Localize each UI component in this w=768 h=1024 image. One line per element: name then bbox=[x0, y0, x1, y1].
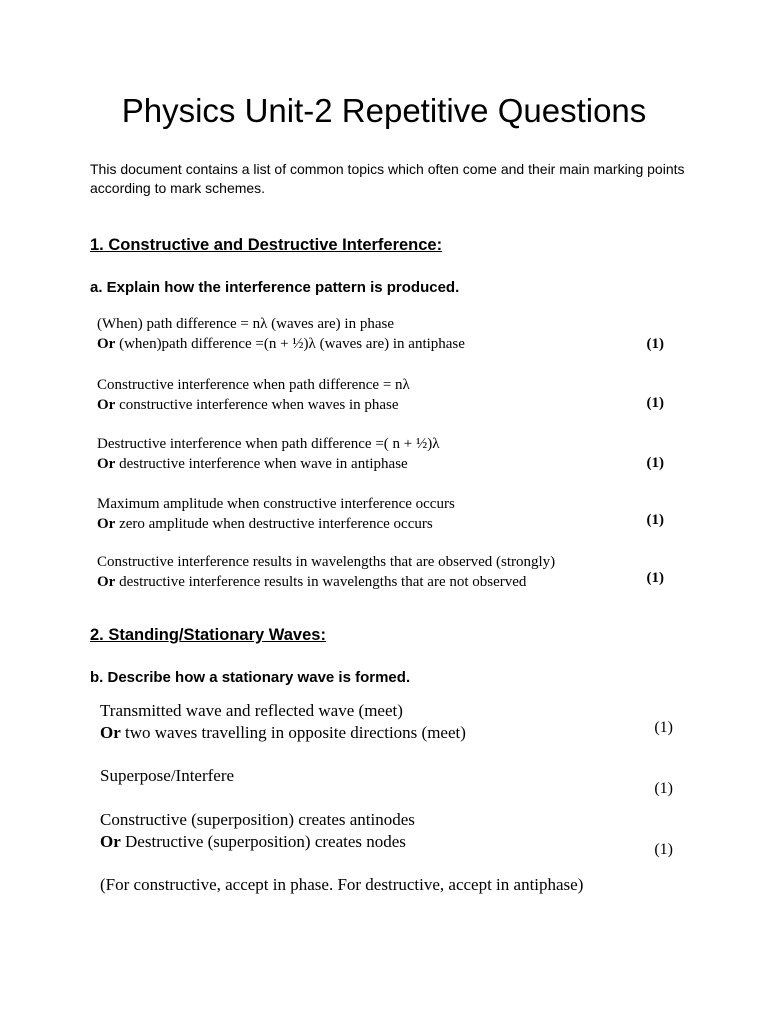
marking-point bbox=[97, 314, 672, 354]
mark-allocation: (1) bbox=[654, 780, 673, 797]
question-interference-pattern: a. Explain how the interference pattern is produced. bbox=[90, 279, 460, 296]
marking-point-line: Superpose/Interfere bbox=[100, 766, 235, 785]
or-label: Or bbox=[97, 336, 116, 352]
or-label: Or bbox=[97, 456, 116, 472]
section-heading-standing-waves: 2. Standing/Stationary Waves: bbox=[90, 626, 326, 644]
marking-point-alternative: two waves travelling in opposite directions (meet) bbox=[120, 723, 466, 742]
marking-point-line: Destructive interference when path difference =( n + ½)λ bbox=[97, 436, 440, 452]
intro-paragraph: This document contains a list of common topics which often come and their main marking points according to mark schemes. bbox=[90, 161, 685, 196]
mark-allocation: (1) bbox=[646, 336, 664, 352]
mark-allocation: (1) bbox=[654, 841, 673, 858]
marking-point-alternative: destructive interference results in wavelengths that are not observed bbox=[115, 574, 527, 590]
marking-point-line: Transmitted wave and reflected wave (meet) bbox=[100, 701, 403, 720]
marking-point-line: (When) path difference = nλ (waves are) in phase bbox=[97, 316, 394, 332]
marking-point bbox=[97, 375, 672, 415]
marking-point-alternative: (when)path difference =(n + ½)λ (waves are) in antiphase bbox=[115, 336, 465, 352]
marking-note bbox=[100, 874, 675, 896]
or-label: Or bbox=[100, 723, 121, 742]
marking-point bbox=[97, 552, 672, 592]
marking-point-line: Constructive interference results in wavelengths that are observed (strongly) bbox=[97, 554, 556, 570]
marking-point bbox=[100, 765, 675, 797]
mark-allocation: (1) bbox=[654, 719, 673, 736]
section-heading-interference: 1. Constructive and Destructive Interference: bbox=[90, 236, 443, 254]
marking-point-alternative: Destructive (superposition) creates nodes bbox=[120, 832, 406, 851]
question-stationary-wave: b. Describe how a stationary wave is formed. bbox=[90, 669, 411, 686]
marking-point-alternative: destructive interference when wave in antiphase bbox=[115, 456, 408, 472]
marking-point-line: Constructive interference when path difference = nλ bbox=[97, 377, 410, 393]
marking-point-line: Maximum amplitude when constructive interference occurs bbox=[97, 496, 455, 512]
marking-point bbox=[100, 700, 675, 744]
mark-allocation: (1) bbox=[646, 395, 664, 411]
or-label: Or bbox=[100, 832, 121, 851]
mark-allocation: (1) bbox=[646, 570, 664, 586]
mark-allocation: (1) bbox=[646, 455, 664, 471]
marking-note-text: (For constructive, accept in phase. For destructive, accept in antiphase) bbox=[100, 875, 584, 894]
marking-point-alternative: constructive interference when waves in phase bbox=[115, 397, 399, 413]
mark-allocation: (1) bbox=[646, 512, 664, 528]
or-label: Or bbox=[97, 516, 116, 532]
marking-point bbox=[97, 494, 672, 534]
marking-point-line: Constructive (superposition) creates antinodes bbox=[100, 810, 415, 829]
marking-point bbox=[97, 434, 672, 474]
or-label: Or bbox=[97, 397, 116, 413]
document-title: Physics Unit-2 Repetitive Questions bbox=[121, 92, 647, 129]
or-label: Or bbox=[97, 574, 116, 590]
marking-point-alternative: zero amplitude when destructive interference occurs bbox=[115, 516, 433, 532]
marking-point bbox=[100, 809, 675, 858]
